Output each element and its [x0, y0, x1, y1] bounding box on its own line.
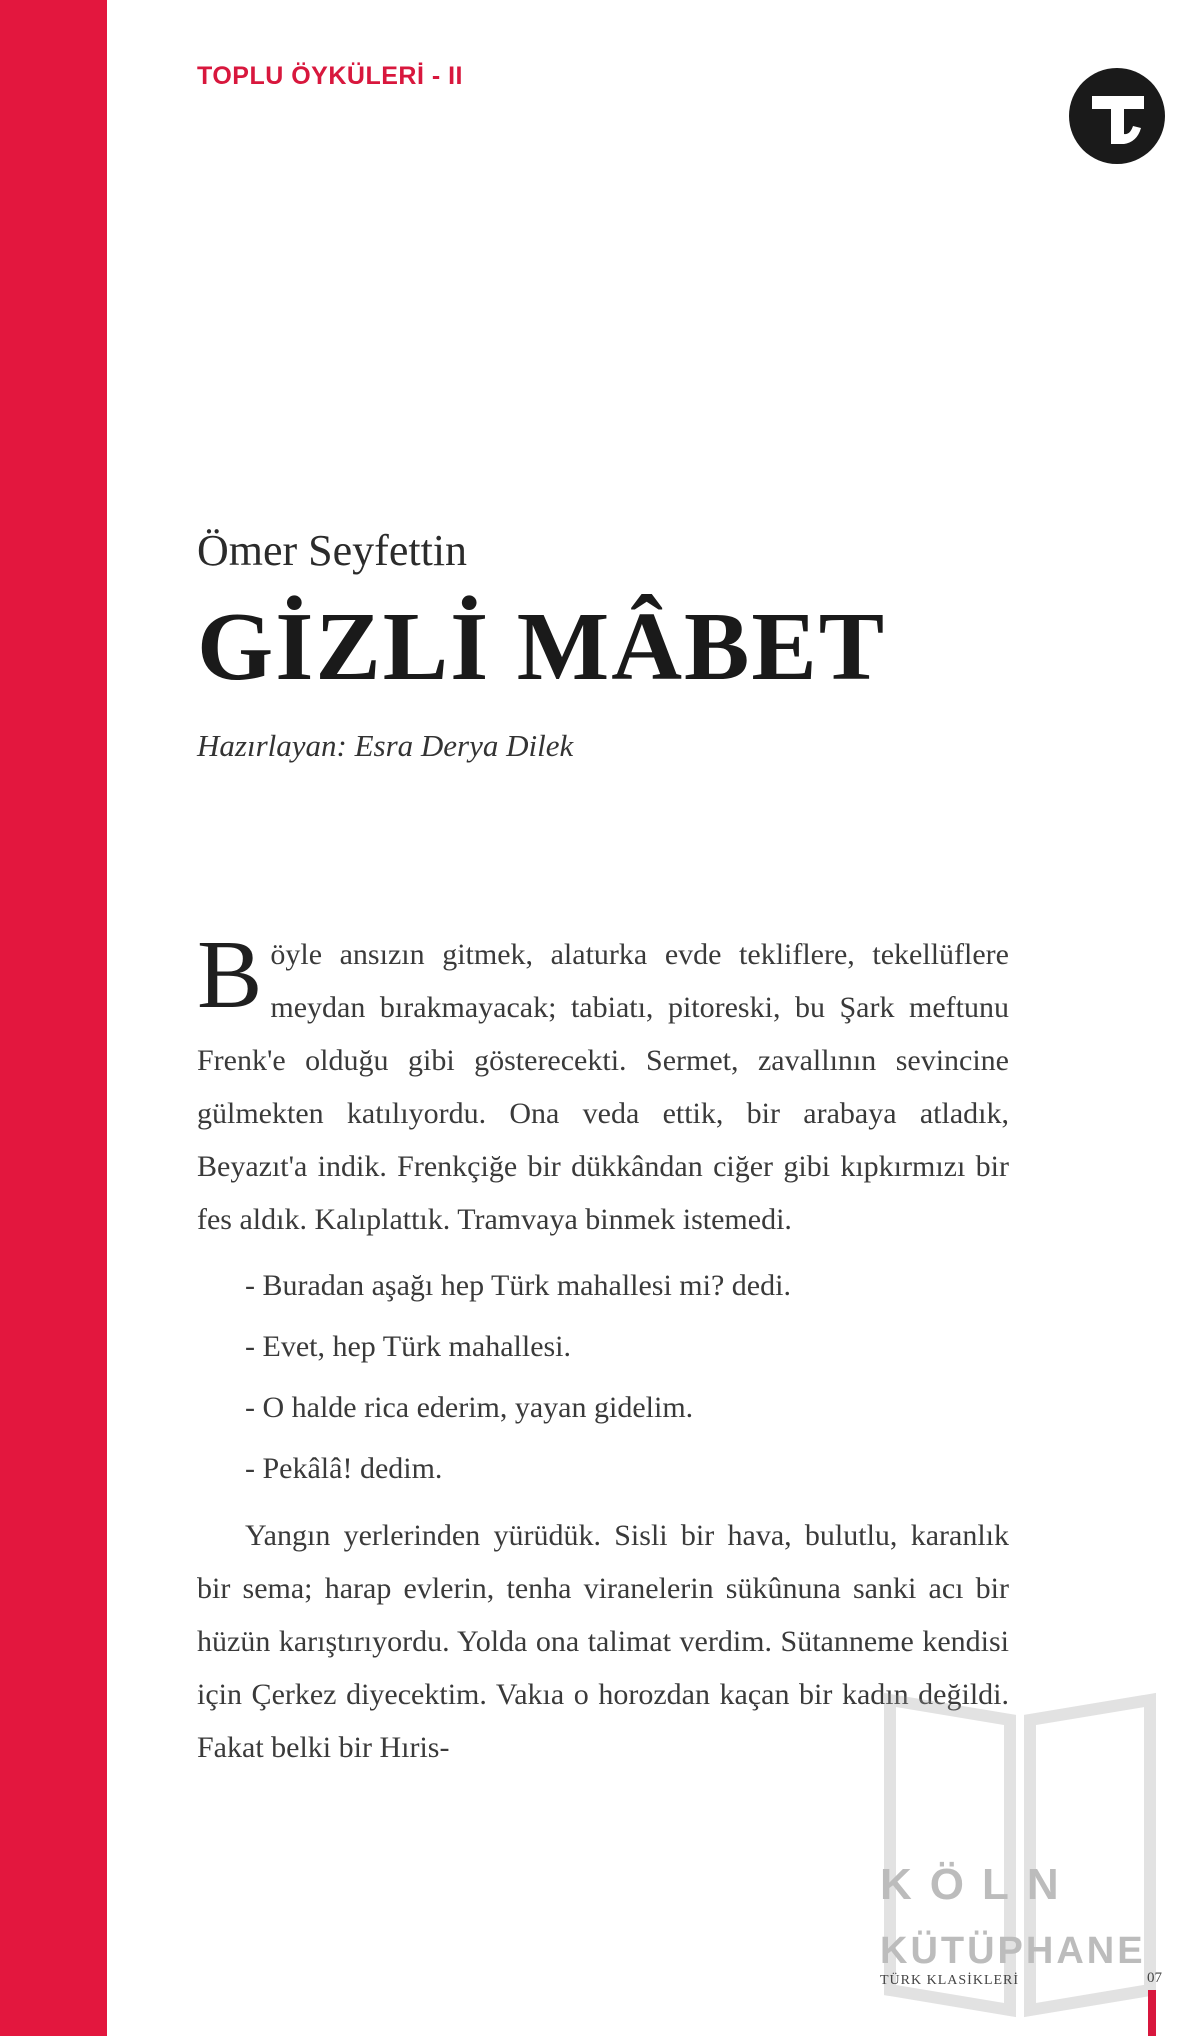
book-title: GİZLİ MÂBET [197, 593, 887, 701]
dialogue-line: - O halde rica ederim, yayan gidelim. [245, 1391, 694, 1424]
dialogue-line: - Pekâlâ! dedim. [245, 1452, 443, 1485]
drop-cap: B [197, 921, 263, 1029]
publisher-t-logo-icon [1067, 66, 1167, 166]
footer-series: TÜRK KLASİKLERİ [880, 1973, 1020, 1988]
corner-mark [1148, 1990, 1156, 2036]
author-name: Ömer Seyfettin [197, 526, 468, 575]
paragraph-2: Yangın yerlerinden yürüdük. Sisli bir hava, bulutlu, karanlık bir sema; harap evlerin, tenha viranelerin sükûnuna sanki acı bir hüzün karıştırıyordu. Yolda ona talimat verdim. Sütanneme kendisi için Çerkez diyecektim. Vakıa o horozdan kaçan bir kadın değildi. Fakat belki bir Hıris- [197, 1519, 1009, 1764]
paragraph-1 [197, 921, 1009, 1246]
page-number: 07 [1147, 1970, 1162, 1986]
red-spine [0, 0, 107, 2036]
editor-credit: Hazırlayan: Esra Derya Dilek [197, 728, 574, 763]
dialogue-line: - Evet, hep Türk mahallesi. [245, 1330, 572, 1363]
story-text [197, 921, 1009, 1774]
paragraph-1-text: öyle ansızın gitmek, alaturka evde tekliflere, tekellüflere meydan bırakmayacak; tabiatı, pitoreski, bu Şark meftunu Frenk'e olduğu gibi gösterecekti. Sermet, zavallının sevincine gülmekten katılıyordu. Ona veda ettik, bir arabaya atladık, Beyazıt'a indik. Frenkçiğe bir dükkândan ciğer gibi kıpkırmızı bir fes aldık. Kalıplattık. Tramvaya binmek istemedi. [197, 938, 1009, 1236]
watermark-line-2: KÜTÜPHANE [880, 1930, 1146, 1972]
watermark-line-1: KÖLN [880, 1860, 1077, 1909]
dialogue-line: - Buradan aşağı hep Türk mahallesi mi? dedi. [245, 1269, 791, 1302]
series-title: TOPLU ÖYKÜLERİ - II [197, 62, 463, 90]
dialogue-block [197, 1255, 1009, 1499]
